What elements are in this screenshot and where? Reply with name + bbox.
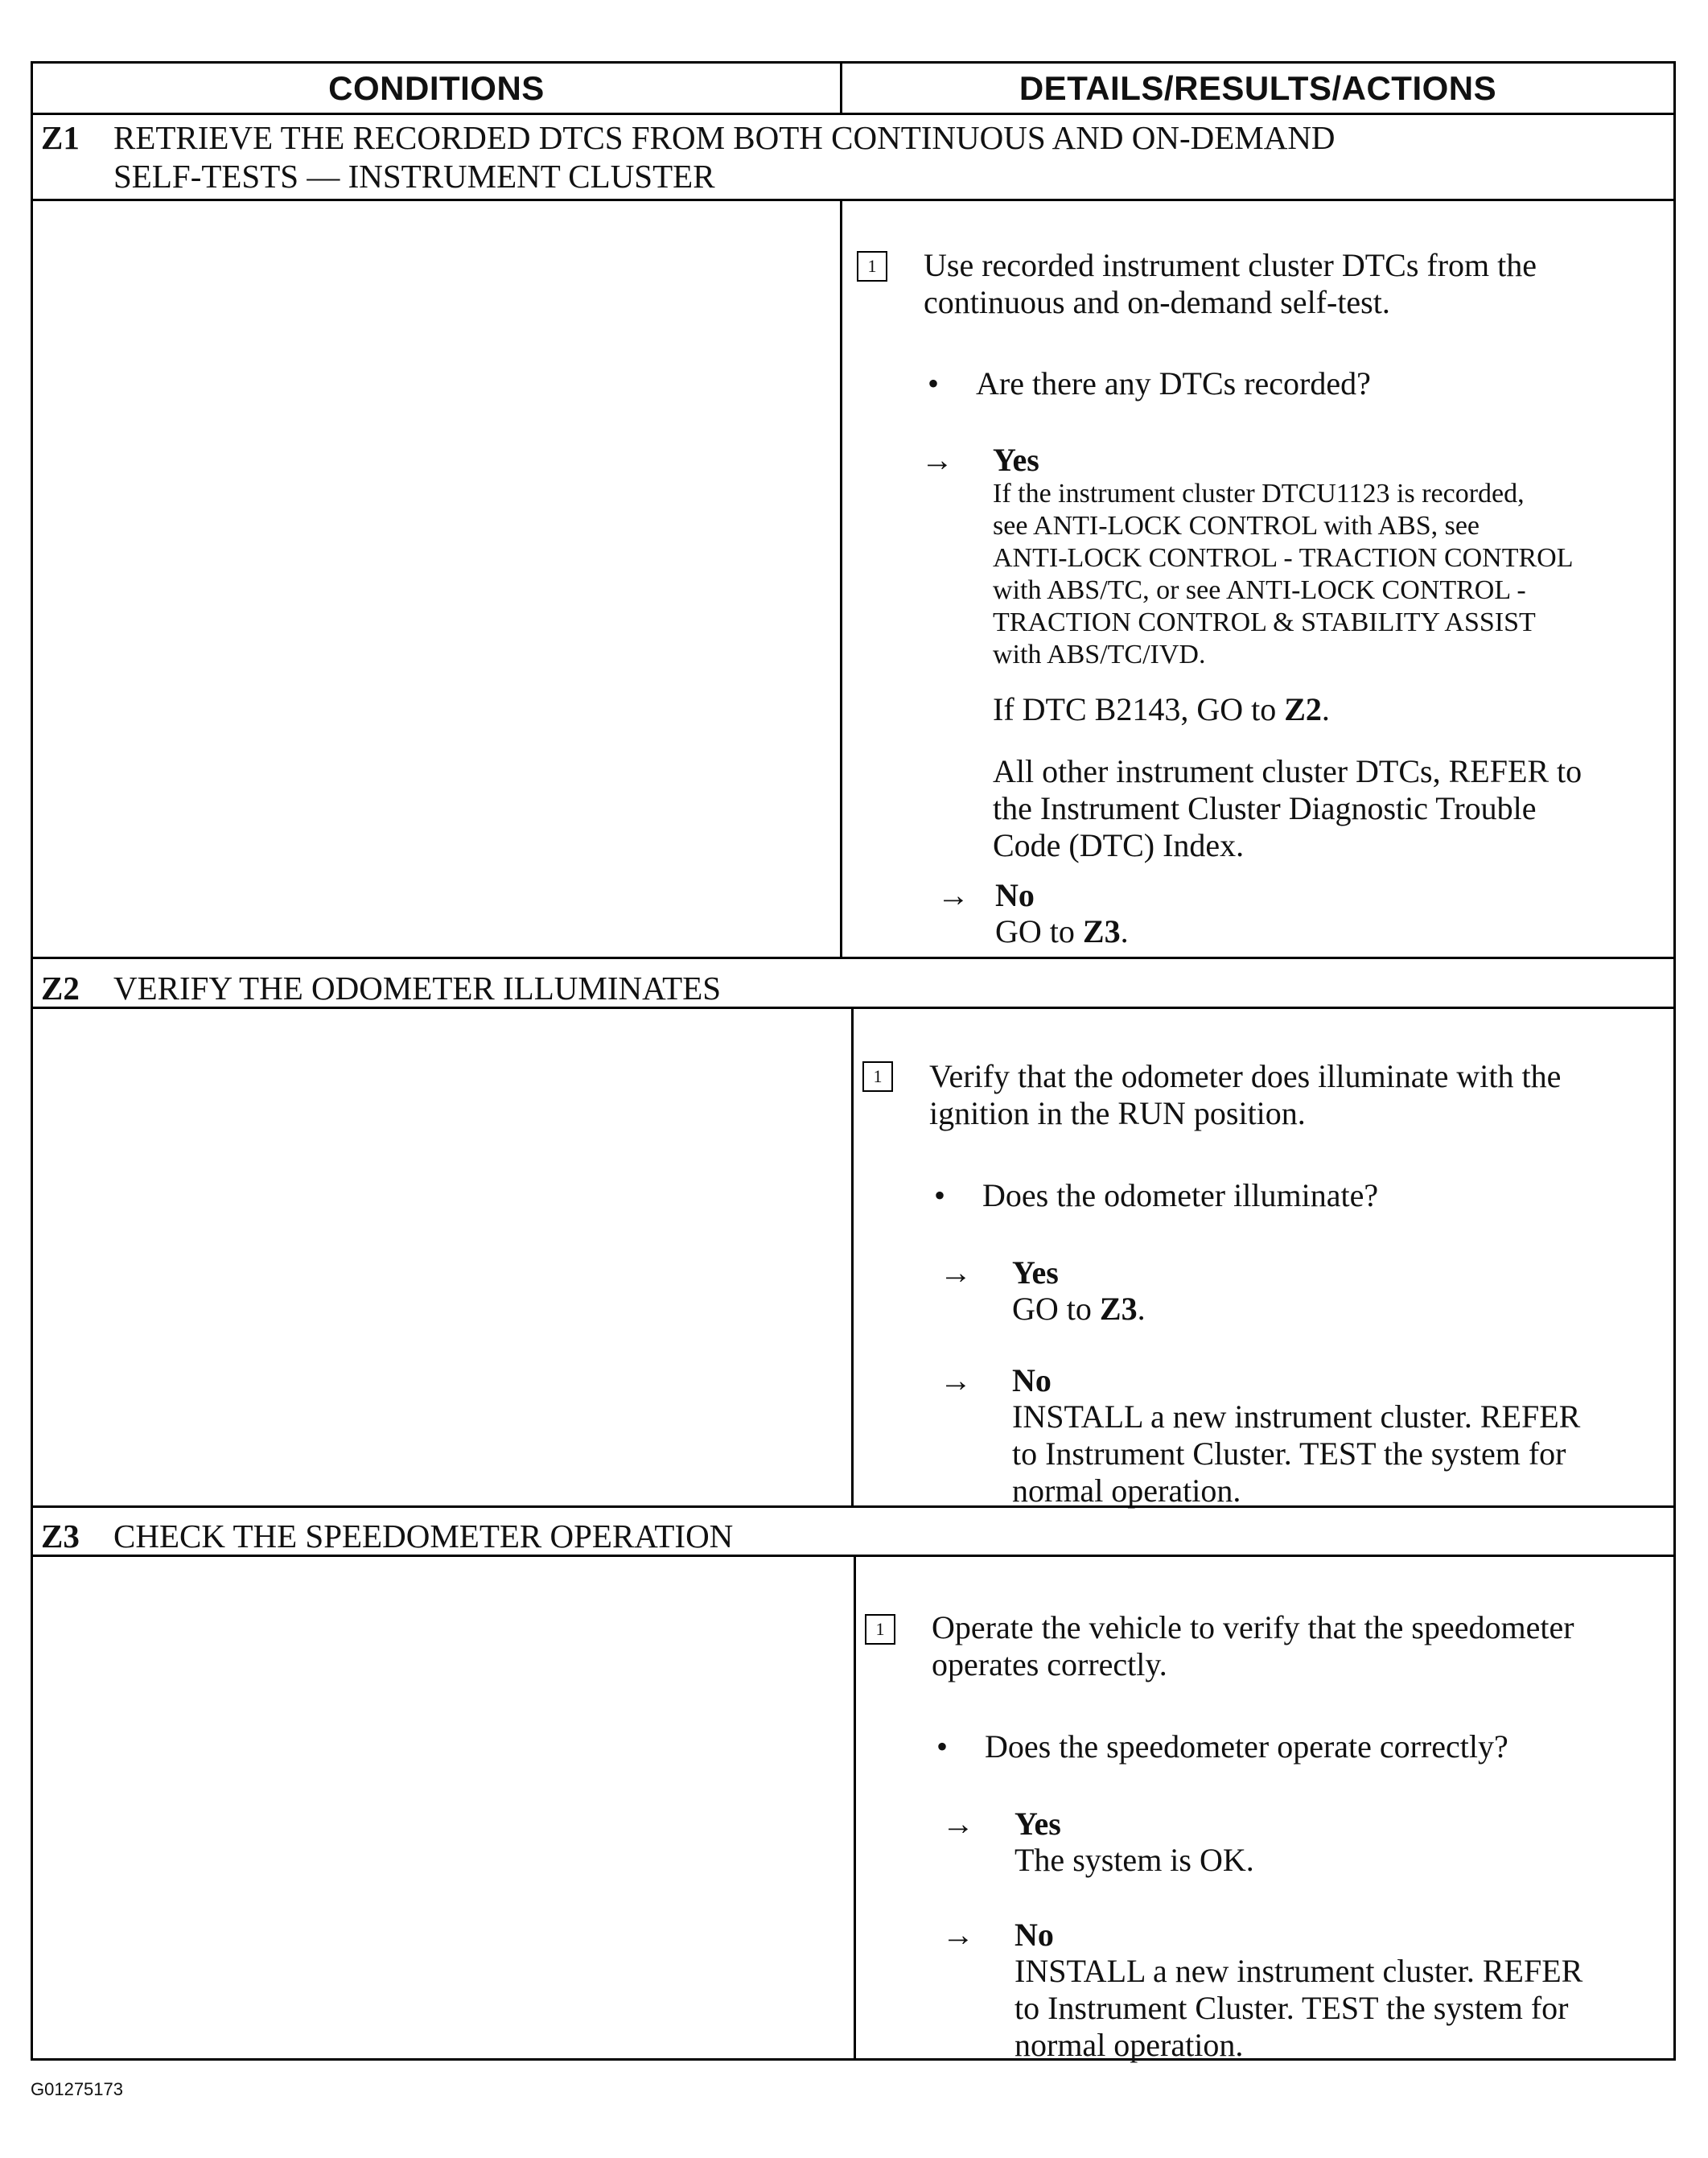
answer-no-text: INSTALL a new instrument cluster. REFER to Instrument Cluster. TEST the system for normal operation.: [1015, 1953, 1583, 2063]
section-z1-title: [41, 118, 1336, 196]
step-number-box: 1: [865, 1614, 895, 1645]
arrow-icon: →: [940, 1362, 972, 1398]
arrow-icon: →: [942, 1917, 974, 1953]
header-conditions: CONDITIONS: [328, 68, 545, 107]
rule: [33, 199, 1673, 201]
section-code: Z1: [41, 119, 80, 156]
arrow-icon: →: [921, 442, 953, 478]
section-title-line: RETRIEVE THE RECORDED DTCS FROM BOTH CONTINUOUS AND ON-DEMAND: [113, 119, 1336, 156]
answer-yes-label: Yes: [993, 442, 1039, 478]
other-dtcs-text: All other instrument cluster DTCs, REFER to the Instrument Cluster Diagnostic Trouble Code (DTC) Index.: [993, 753, 1582, 863]
answer-yes-label: Yes: [1012, 1254, 1059, 1291]
bullet-icon: •: [936, 1728, 949, 1765]
rule: [33, 957, 1673, 959]
bullet-icon: •: [934, 1177, 946, 1213]
answer-no-label: No: [1012, 1362, 1052, 1398]
diagnostic-table: [31, 61, 1676, 2061]
step-text: Use recorded instrument cluster DTCs from the continuous and on-demand self-test.: [924, 247, 1537, 320]
section-z2-title: [41, 969, 721, 1007]
question: • Does the speedometer operate correctly?: [936, 1728, 1508, 1765]
section-z3-title: [41, 1517, 733, 1555]
question: • Are there any DTCs recorded?: [928, 365, 1371, 402]
column-divider: [840, 199, 842, 957]
answer-yes-text: The system is OK.: [1015, 1842, 1254, 1878]
section-title-line: VERIFY THE ODOMETER ILLUMINATES: [113, 970, 722, 1007]
arrow-icon: →: [937, 877, 969, 913]
step-number-box: 1: [857, 251, 887, 282]
goto-z2-text: If DTC B2143, GO to Z2.: [993, 691, 1330, 727]
rule: [33, 1505, 1673, 1508]
answer-no-label: No: [1015, 1917, 1054, 1953]
step-text: Operate the vehicle to verify that the speedometer operates correctly.: [932, 1609, 1574, 1682]
column-divider: [851, 1007, 854, 1505]
section-code: Z2: [41, 970, 80, 1007]
step-text: Verify that the odometer does illuminate with the ignition in the RUN position.: [929, 1058, 1562, 1131]
section-title-line: SELF-TESTS — INSTRUMENT CLUSTER: [113, 158, 715, 195]
answer-yes-label: Yes: [1015, 1806, 1061, 1842]
section-code: Z3: [41, 1518, 80, 1555]
section-title-line: CHECK THE SPEEDOMETER OPERATION: [113, 1518, 734, 1555]
column-divider: [854, 1555, 856, 2061]
arrow-icon: →: [940, 1254, 972, 1291]
answer-yes-text: GO to Z3.: [1012, 1291, 1146, 1327]
question: • Does the odometer illuminate?: [934, 1177, 1379, 1213]
answer-yes-note: If the instrument cluster DTCU1123 is recorded, see ANTI-LOCK CONTROL with ABS, see ANTI-LOCK CONTROL - TRACTION CONTROL with ABS/TC, or see ANTI-LOCK CONTROL - TRACTION CONTROL & STABILITY ASSIST with ABS/TC/IVD.: [993, 479, 1574, 669]
answer-no-text: INSTALL a new instrument cluster. REFER to Instrument Cluster. TEST the system for normal operation.: [1012, 1398, 1581, 1509]
bullet-icon: •: [928, 365, 940, 402]
answer-no-label: No: [995, 877, 1035, 913]
header-details: DETAILS/RESULTS/ACTIONS: [1019, 68, 1497, 107]
rule: [33, 113, 1673, 115]
answer-no-text: GO to Z3.: [995, 913, 1129, 949]
step-number-box: 1: [862, 1061, 893, 1092]
arrow-icon: →: [942, 1806, 974, 1842]
header-divider: [840, 64, 842, 113]
figure-id: G01275173: [31, 2079, 123, 2099]
